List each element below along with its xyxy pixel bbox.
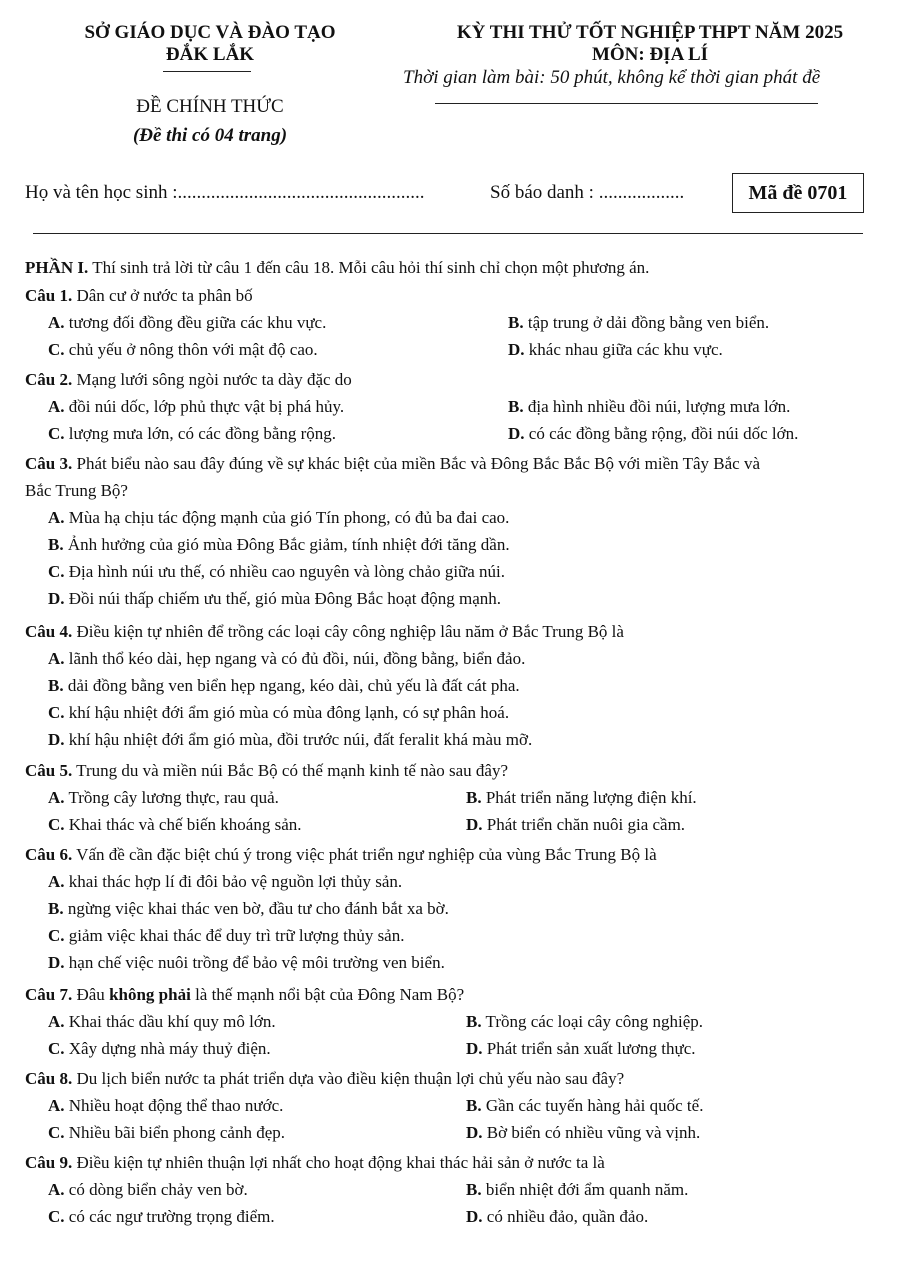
option-key: A. <box>48 313 65 332</box>
answer-option-c[interactable] <box>48 340 318 360</box>
answer-option-d[interactable] <box>466 1123 700 1143</box>
option-key: A. <box>48 788 65 807</box>
option-text: Nhiều hoạt động thể thao nước. <box>64 1096 284 1115</box>
answer-option-c[interactable] <box>48 1207 275 1227</box>
option-text: Phát triển chăn nuôi gia cầm. <box>482 815 686 834</box>
answer-option-c[interactable] <box>48 1039 271 1059</box>
question-label: Câu 2. <box>25 370 73 389</box>
option-text: khác nhau giữa các khu vực. <box>524 340 723 359</box>
question-stem <box>25 370 352 390</box>
option-key: B. <box>48 676 64 695</box>
option-text: khai thác hợp lí đi đôi bảo vệ nguồn lợi thủy sản. <box>64 872 403 891</box>
option-key: C. <box>48 1207 65 1226</box>
option-key: A. <box>48 1180 65 1199</box>
answer-option-d[interactable] <box>48 589 501 609</box>
question-text: là thế mạnh nổi bật của Đông Nam Bộ? <box>190 985 465 1004</box>
option-key: A. <box>48 1096 65 1115</box>
answer-option-d[interactable] <box>48 953 445 973</box>
part-text: Thí sinh trả lời từ câu 1 đến câu 18. Mỗi câu hỏi thí sinh chỉ chọn một phương án. <box>88 258 650 277</box>
option-key: B. <box>48 899 64 918</box>
answer-option-b[interactable] <box>48 899 449 919</box>
option-key: A. <box>48 1012 65 1031</box>
answer-option-d[interactable] <box>466 1207 648 1227</box>
question-stem <box>25 985 464 1005</box>
option-key: C. <box>48 424 65 443</box>
option-text: Đồi núi thấp chiếm ưu thế, gió mùa Đông Bắc hoạt động mạnh. <box>64 589 502 608</box>
option-key: B. <box>466 788 482 807</box>
answer-option-a[interactable] <box>48 872 402 892</box>
answer-option-c[interactable] <box>48 424 336 444</box>
option-key: D. <box>466 1123 483 1142</box>
question-label: Câu 6. <box>25 845 73 864</box>
option-text: có nhiều đảo, quần đảo. <box>482 1207 649 1226</box>
option-key: D. <box>48 953 65 972</box>
option-key: D. <box>508 340 525 359</box>
answer-option-a[interactable] <box>48 649 525 669</box>
option-key: B. <box>466 1096 482 1115</box>
student-id-field[interactable]: Số báo danh : .................. <box>490 182 685 203</box>
question-stem <box>25 845 657 865</box>
question-text: Trung du và miền núi Bắc Bộ có thế mạnh kinh tế nào sau đây? <box>72 761 509 780</box>
exam-title: KỲ THI THỬ TỐT NGHIỆP THPT NĂM 2025 <box>456 22 844 43</box>
option-key: C. <box>48 1039 65 1058</box>
question-text: Điều kiện tự nhiên để trồng các loại cây công nghiệp lâu năm ở Bắc Trung Bộ là <box>72 622 624 641</box>
option-text: giảm việc khai thác để duy trì trữ lượng thủy sản. <box>64 926 405 945</box>
option-text: đồi núi dốc, lớp phủ thực vật bị phá hủy. <box>64 397 345 416</box>
question-stem <box>25 1153 605 1173</box>
option-text: dải đồng bằng ven biển hẹp ngang, kéo dài, chủ yếu là đất cát pha. <box>63 676 520 695</box>
part-instruction <box>25 258 649 278</box>
option-text: tập trung ở dải đồng bằng ven biển. <box>523 313 770 332</box>
option-key: C. <box>48 703 65 722</box>
option-key: C. <box>48 815 65 834</box>
question-stem <box>25 761 508 781</box>
answer-option-d[interactable] <box>466 815 685 835</box>
option-key: B. <box>508 397 524 416</box>
option-text: chủ yếu ở nông thôn với mật độ cao. <box>64 340 318 359</box>
time-note: Thời gian làm bài: 50 phút, không kể thời gian phát đề <box>403 67 821 88</box>
answer-option-b[interactable] <box>508 313 769 333</box>
option-key: D. <box>466 815 483 834</box>
section-divider <box>33 233 863 234</box>
answer-option-a[interactable] <box>48 1096 283 1116</box>
question-text: Điều kiện tự nhiên thuận lợi nhất cho hoạt động khai thác hải sản ở nước ta là <box>72 1153 605 1172</box>
question-text-pre: Đâu <box>72 985 110 1004</box>
option-key: C. <box>48 340 65 359</box>
question-text: Vấn đề cần đặc biệt chú ý trong việc phát triển ngư nghiệp của vùng Bắc Trung Bộ là <box>72 845 657 864</box>
answer-option-b[interactable] <box>466 788 697 808</box>
option-key: B. <box>466 1180 482 1199</box>
option-key: A. <box>48 397 65 416</box>
question-text: Du lịch biển nước ta phát triển dựa vào điều kiện thuận lợi chủ yếu nào sau đây? <box>72 1069 625 1088</box>
official-label: ĐỀ CHÍNH THỨC <box>136 96 284 117</box>
question-stem <box>25 1069 624 1089</box>
option-key: C. <box>48 562 65 581</box>
pages-note: (Đề thi có 04 trang) <box>132 125 288 146</box>
option-text: Khai thác và chế biến khoáng sản. <box>64 815 302 834</box>
answer-option-a[interactable] <box>48 508 509 528</box>
option-text: địa hình nhiều đồi núi, lượng mưa lớn. <box>523 397 791 416</box>
option-text: khí hậu nhiệt đới ẩm gió mùa có mùa đông lạnh, có sự phân hoá. <box>64 703 510 722</box>
answer-option-a[interactable] <box>48 397 344 417</box>
question-text: Phát biểu nào sau đây đúng về sự khác biệt của miền Bắc và Đông Bắc Bắc Bộ với miền Tây Bắc và <box>72 454 761 473</box>
option-key: A. <box>48 649 65 668</box>
question-stem <box>25 454 760 474</box>
answer-option-b[interactable] <box>466 1180 688 1200</box>
option-key: B. <box>508 313 524 332</box>
option-text: có các đồng bằng rộng, đồi núi dốc lớn. <box>524 424 799 443</box>
header-underline-left <box>163 71 251 72</box>
option-key: B. <box>48 535 64 554</box>
question-label: Câu 5. <box>25 761 73 780</box>
question-text-emphasis: không phải <box>109 985 191 1004</box>
option-text: khí hậu nhiệt đới ẩm gió mùa, đồi trước núi, đất feralit khá màu mỡ. <box>64 730 533 749</box>
question-stem <box>25 622 624 642</box>
option-text: Trồng các loại cây công nghiệp. <box>481 1012 704 1031</box>
option-text: Phát triển sản xuất lương thực. <box>482 1039 696 1058</box>
option-key: C. <box>48 1123 65 1142</box>
option-text: lãnh thổ kéo dài, hẹp ngang và có đủ đồi, núi, đồng bằng, biển đảo. <box>64 649 526 668</box>
option-key: A. <box>48 872 65 891</box>
option-key: C. <box>48 926 65 945</box>
answer-option-b[interactable] <box>466 1096 703 1116</box>
option-text: Gần các tuyến hàng hải quốc tế. <box>481 1096 704 1115</box>
option-text: Phát triển năng lượng điện khí. <box>481 788 697 807</box>
answer-option-c[interactable] <box>48 815 302 835</box>
exam-code-box: Mã đề 0701 <box>732 173 864 213</box>
option-text: Trồng cây lương thực, rau quả. <box>64 788 279 807</box>
question-stem <box>25 286 253 306</box>
part-title: PHẦN I. <box>25 258 89 277</box>
answer-option-c[interactable] <box>48 1123 285 1143</box>
question-label: Câu 4. <box>25 622 73 641</box>
option-text: có dòng biển chảy ven bờ. <box>64 1180 248 1199</box>
option-key: D. <box>466 1207 483 1226</box>
question-text-continued: Bắc Trung Bộ? <box>25 481 128 500</box>
answer-option-a[interactable] <box>48 313 326 333</box>
answer-option-c[interactable] <box>48 562 505 582</box>
option-key: D. <box>48 589 65 608</box>
student-name-field[interactable]: Họ và tên học sinh :.................................................... <box>25 182 425 203</box>
answer-option-d[interactable] <box>48 730 532 750</box>
option-text: Nhiều bãi biển phong cảnh đẹp. <box>64 1123 285 1142</box>
option-text: Ảnh hưởng của gió mùa Đông Bắc giảm, tính nhiệt đới tăng dần. <box>63 535 510 554</box>
option-key: D. <box>508 424 525 443</box>
subject: MÔN: ĐỊA LÍ <box>591 44 709 65</box>
option-text: Khai thác dầu khí quy mô lớn. <box>64 1012 276 1031</box>
option-key: D. <box>48 730 65 749</box>
province-name: ĐẮK LẮK <box>165 44 255 65</box>
answer-option-b[interactable] <box>466 1012 703 1032</box>
question-text: Mạng lưới sông ngòi nước ta dày đặc do <box>72 370 352 389</box>
header-underline-right <box>435 103 818 104</box>
question-label: Câu 7. <box>25 985 73 1004</box>
answer-option-b[interactable] <box>48 676 520 696</box>
answer-option-b[interactable] <box>508 397 790 417</box>
answer-option-d[interactable] <box>508 424 798 444</box>
answer-option-a[interactable] <box>48 788 279 808</box>
option-key: A. <box>48 508 65 527</box>
department-name: SỞ GIÁO DỤC VÀ ĐÀO TẠO <box>84 22 336 43</box>
option-key: B. <box>466 1012 482 1031</box>
option-text: tương đối đồng đều giữa các khu vực. <box>64 313 327 332</box>
option-text: lượng mưa lớn, có các đồng bằng rộng. <box>64 424 337 443</box>
answer-option-a[interactable] <box>48 1012 276 1032</box>
answer-option-a[interactable] <box>48 1180 248 1200</box>
option-text: có các ngư trường trọng điểm. <box>64 1207 275 1226</box>
option-text: ngừng việc khai thác ven bờ, đầu tư cho đánh bắt xa bờ. <box>63 899 449 918</box>
question-label: Câu 9. <box>25 1153 73 1172</box>
question-label: Câu 1. <box>25 286 73 305</box>
answer-option-d[interactable] <box>466 1039 696 1059</box>
option-text: Bờ biển có nhiều vũng và vịnh. <box>482 1123 701 1142</box>
question-text: Dân cư ở nước ta phân bố <box>72 286 253 305</box>
option-text: hạn chế việc nuôi trồng để bảo vệ môi trường ven biển. <box>64 953 445 972</box>
answer-option-d[interactable] <box>508 340 723 360</box>
option-text: Địa hình núi ưu thế, có nhiều cao nguyên và lòng chảo giữa núi. <box>64 562 506 581</box>
answer-option-b[interactable] <box>48 535 510 555</box>
option-text: biển nhiệt đới ẩm quanh năm. <box>481 1180 689 1199</box>
option-key: D. <box>466 1039 483 1058</box>
question-label: Câu 8. <box>25 1069 73 1088</box>
option-text: Mùa hạ chịu tác động mạnh của gió Tín phong, có đủ ba đai cao. <box>64 508 510 527</box>
answer-option-c[interactable] <box>48 703 509 723</box>
option-text: Xây dựng nhà máy thuỷ điện. <box>64 1039 271 1058</box>
question-label: Câu 3. <box>25 454 73 473</box>
answer-option-c[interactable] <box>48 926 404 946</box>
